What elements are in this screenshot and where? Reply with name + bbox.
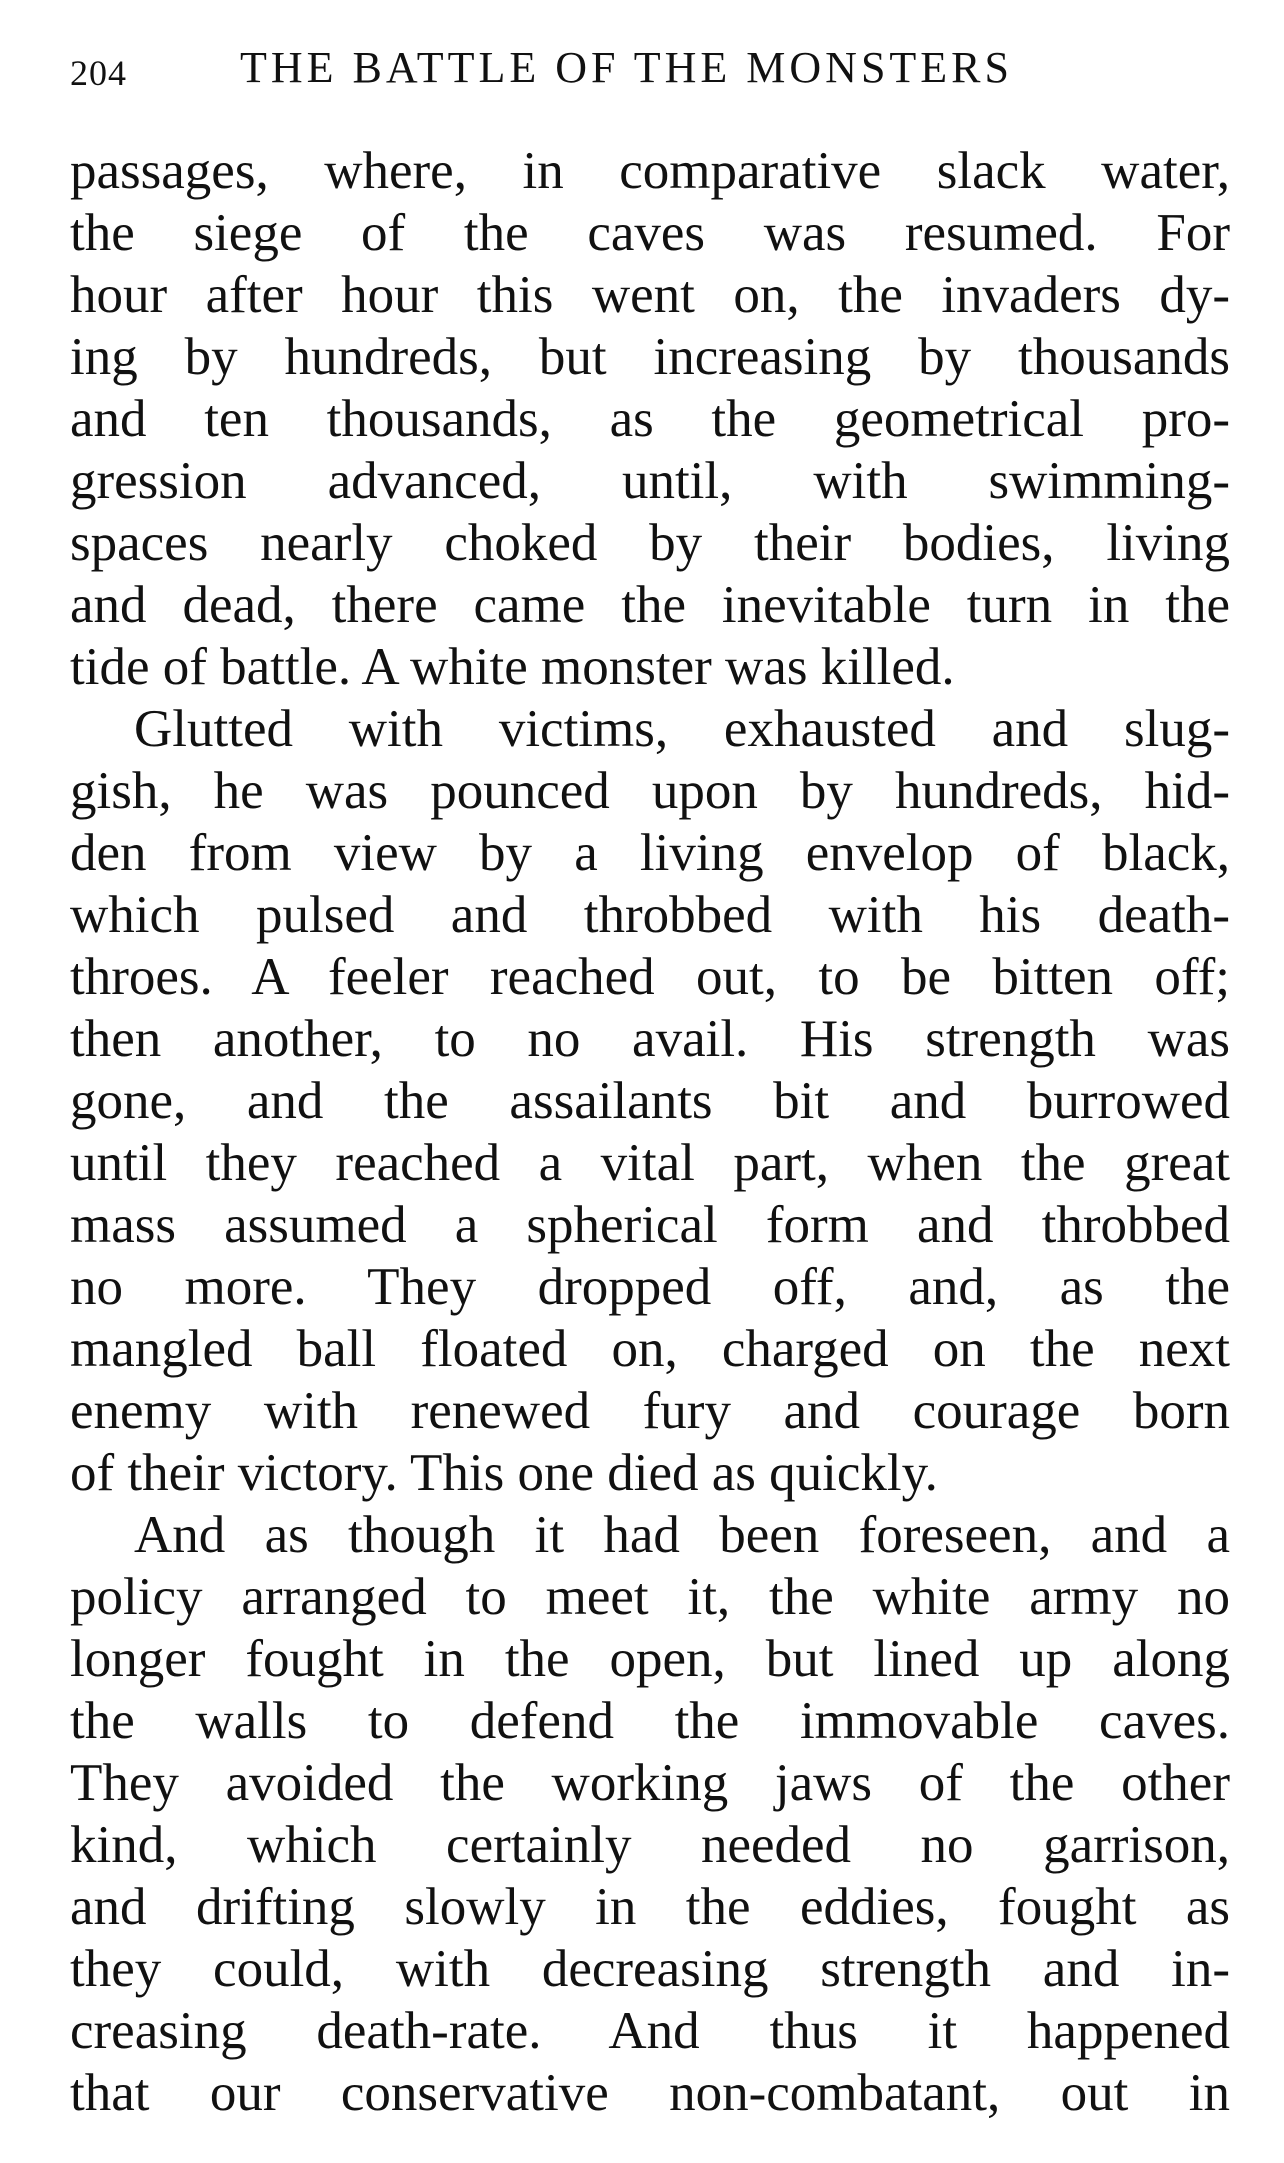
running-head bbox=[70, 42, 1230, 92]
text-line: they could, with decreasing strength and in- bbox=[70, 1940, 1230, 1998]
text-line: den from view by a living envelop of black, bbox=[70, 824, 1230, 882]
text-line: gression advanced, until, with swimming- bbox=[70, 452, 1230, 510]
text-line: no more. They dropped off, and, as the bbox=[70, 1258, 1230, 1316]
text-line: And as though it had been foreseen, and a bbox=[134, 1506, 1230, 1564]
text-line: and ten thousands, as the geometrical pro- bbox=[70, 390, 1230, 448]
text-line: and drifting slowly in the eddies, fought as bbox=[70, 1878, 1230, 1936]
text-line: the walls to defend the immovable caves. bbox=[70, 1692, 1230, 1750]
paragraph bbox=[70, 698, 1230, 1504]
text-line: policy arranged to meet it, the white army no bbox=[70, 1568, 1230, 1626]
running-title: THE BATTLE OF THE MONSTERS bbox=[240, 43, 1013, 92]
text-line: the siege of the caves was resumed. For bbox=[70, 204, 1230, 262]
text-line: which pulsed and throbbed with his death- bbox=[70, 886, 1230, 944]
text-line: mass assumed a spherical form and throbbed bbox=[70, 1196, 1230, 1254]
text-line: longer fought in the open, but lined up along bbox=[70, 1630, 1230, 1688]
text-line: then another, to no avail. His strength was bbox=[70, 1010, 1230, 1068]
text-line: until they reached a vital part, when the great bbox=[70, 1134, 1230, 1192]
text-line: mangled ball floated on, charged on the next bbox=[70, 1320, 1230, 1378]
text-line: of their victory. This one died as quickly. bbox=[70, 1444, 938, 1502]
text-line: tide of battle. A white monster was killed. bbox=[70, 638, 955, 696]
text-line: hour after hour this went on, the invaders dy- bbox=[70, 266, 1230, 324]
text-line: creasing death-rate. And thus it happened bbox=[70, 2002, 1230, 2060]
text-line: passages, where, in comparative slack water, bbox=[70, 142, 1230, 200]
text-line: throes. A feeler reached out, to be bitten off; bbox=[70, 948, 1230, 1006]
text-line: gish, he was pounced upon by hundreds, hid- bbox=[70, 762, 1230, 820]
body-text bbox=[70, 140, 1230, 2124]
paragraph bbox=[70, 1504, 1230, 2124]
text-line: spaces nearly choked by their bodies, living bbox=[70, 514, 1230, 572]
text-line: They avoided the working jaws of the other bbox=[70, 1754, 1230, 1812]
text-line: that our conservative non-combatant, out in bbox=[70, 2064, 1230, 2122]
text-line: Glutted with victims, exhausted and slug- bbox=[134, 700, 1230, 758]
text-line: kind, which certainly needed no garrison, bbox=[70, 1816, 1230, 1874]
paragraph bbox=[70, 140, 1230, 698]
page-number: 204 bbox=[70, 53, 127, 93]
text-line: enemy with renewed fury and courage born bbox=[70, 1382, 1230, 1440]
text-line: ing by hundreds, but increasing by thousands bbox=[70, 328, 1230, 386]
text-line: gone, and the assailants bit and burrowed bbox=[70, 1072, 1230, 1130]
text-line: and dead, there came the inevitable turn in the bbox=[70, 576, 1230, 634]
